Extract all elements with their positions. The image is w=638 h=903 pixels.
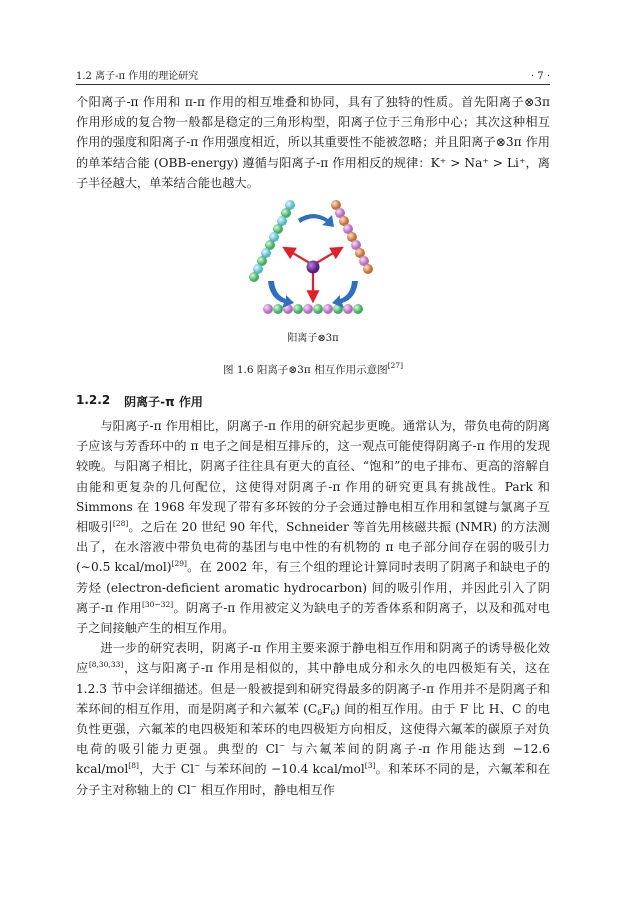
subscript: 6: [330, 707, 336, 717]
citation: [8]: [128, 761, 139, 771]
citation: [28]: [112, 519, 129, 529]
section-heading: [76, 393, 550, 410]
superscript-charge: −: [190, 781, 197, 791]
running-head: [76, 66, 550, 82]
text-run: 进一步的研究表明，阴离子-π 作用主要来源于静电相互作用和阴离子的诱导极化效应: [76, 641, 550, 676]
figure-caption: [223, 362, 403, 377]
left-benzene-chain: [249, 200, 295, 282]
cation-atom: [307, 261, 320, 274]
text-run: 与阳离子-π 作用相比，阴离子-π 作用的研究起步更晚。通常认为，带负电荷的阴离子应该与芳香环中的 π 电子之间是相互排斥的，这一观点可能使得阴离子-π 作用的发现较晚。与阳离子相比，阴离子往往具有更大的直径、“饱和”的电子排布、更高的溶解自由能和更复杂的几何配位，这使得对阴离子-π 作用的研究更具有挑战性。Park 和 Simmons 在 1968 年发现了带有多环铵的分子会通过静电相互作用和氢键与氯离子互相吸引: [76, 419, 550, 535]
text-run: 。在 2002 年，有三个组的理论计算同时表明了阴离子和缺电子的芳烃 (electron-deficient aromatic hydrocarbon) 间的吸引作用，并因此引入了阴离子-π 作用: [76, 560, 550, 615]
text-run: 。阴离子-π 作用被定义为缺电子的芳香体系和阴离子，以及和孤对电子之间接触产生的相互作用。: [76, 600, 550, 636]
page-body: [76, 92, 550, 800]
text-run: ，大于 Cl: [138, 762, 194, 777]
superscript-charge: −: [194, 761, 201, 771]
paragraph-cation-3pi: 个阳离子-π 作用和 π-π 作用的相互堆叠和协同，具有了独特的性质。首先阳离子⊗3π 作用形成的复合物一般都是稳定的三角形构型，阳离子位于三角形中心；其次这种相互作用的强度和阳离子-π 作用强度相近，所以其重要性不能被忽略；并且阳离子⊗3π 作用的单苯结合能 (OBB-energy) 遵循与阳离子-π 作用相反的规律：K⁺ > Na⁺ > Li⁺，离子半径越大，单苯结合能也越大。: [76, 95, 550, 190]
paragraph-anion-pi-history: [76, 416, 550, 638]
text-run: 与六氟苯间的阴离子-π 作用能达到 −12.6 kcal/mol: [76, 742, 550, 777]
header-rule: [76, 84, 550, 85]
citation: [30−32]: [141, 599, 174, 609]
figure-inline-label: 阳离子⊗3π: [287, 333, 339, 345]
text-run: 。之后在 20 世纪 90 年代，Schneider 等首先用核磁共振 (NMR) 的方法测出了，在水溶液中带负电荷的基团与电中性的有机物的 π 电子部分间存在弱的吸引力 (∼0.5 kcal/mol): [76, 520, 550, 575]
citation: [8,30,33]: [88, 660, 124, 670]
text-run: F: [322, 701, 331, 716]
text-run: 。和苯环不同的是，六氟苯和在分子主对称轴上的 Cl: [76, 762, 551, 797]
top-curved-arrow: [298, 214, 334, 227]
text-run: 与苯环间的 −10.4 kcal/mol: [200, 762, 365, 777]
figure-1-6: [76, 199, 550, 377]
text-run: ，这与阳离子-π 作用是相似的，其中静电成分和永久的电四极矩有关，这在 1.2.3 节中会详细描述。但是一般被提到和研究得最多的阴离子-π 作用并不是阴离子和苯环间的相互作用，而是阴离子和六氟苯 (C: [76, 661, 550, 716]
section-title: 阴离子-π 作用: [124, 395, 203, 410]
citation: [27]: [387, 361, 403, 371]
right-curved-arrow: [332, 281, 358, 308]
text-run: ) 间的相互作用。由于 F 比 H、C 的电负性更强，六氟苯的电四极矩和苯环的电四极矩方向相反，这使得六氟苯的碳原子对负电荷的吸引能力更强。典型的 Cl: [76, 701, 550, 757]
superscript-charge: −: [278, 741, 286, 751]
left-curved-arrow: [268, 281, 294, 308]
subscript: 6: [317, 707, 323, 717]
cation-3pi-diagram: [248, 199, 378, 327]
running-head-section: 1.2 离子-π 作用的理论研究: [76, 71, 199, 82]
page-number: · 7 ·: [530, 71, 550, 82]
bottom-benzene-chain: [263, 304, 363, 314]
paragraph-anion-pi-mechanism: [76, 638, 550, 800]
right-benzene-chain: [331, 200, 373, 274]
figure-caption-text: 图 1.6 阳离子⊗3π 相互作用示意图: [223, 364, 388, 377]
citation: [3]: [364, 761, 376, 771]
text-run: 相互作用时，静电相互作: [196, 782, 335, 797]
citation: [29]: [171, 559, 187, 569]
cation-pi-arrows: [286, 249, 340, 299]
section-number: 1.2.2: [76, 393, 111, 408]
